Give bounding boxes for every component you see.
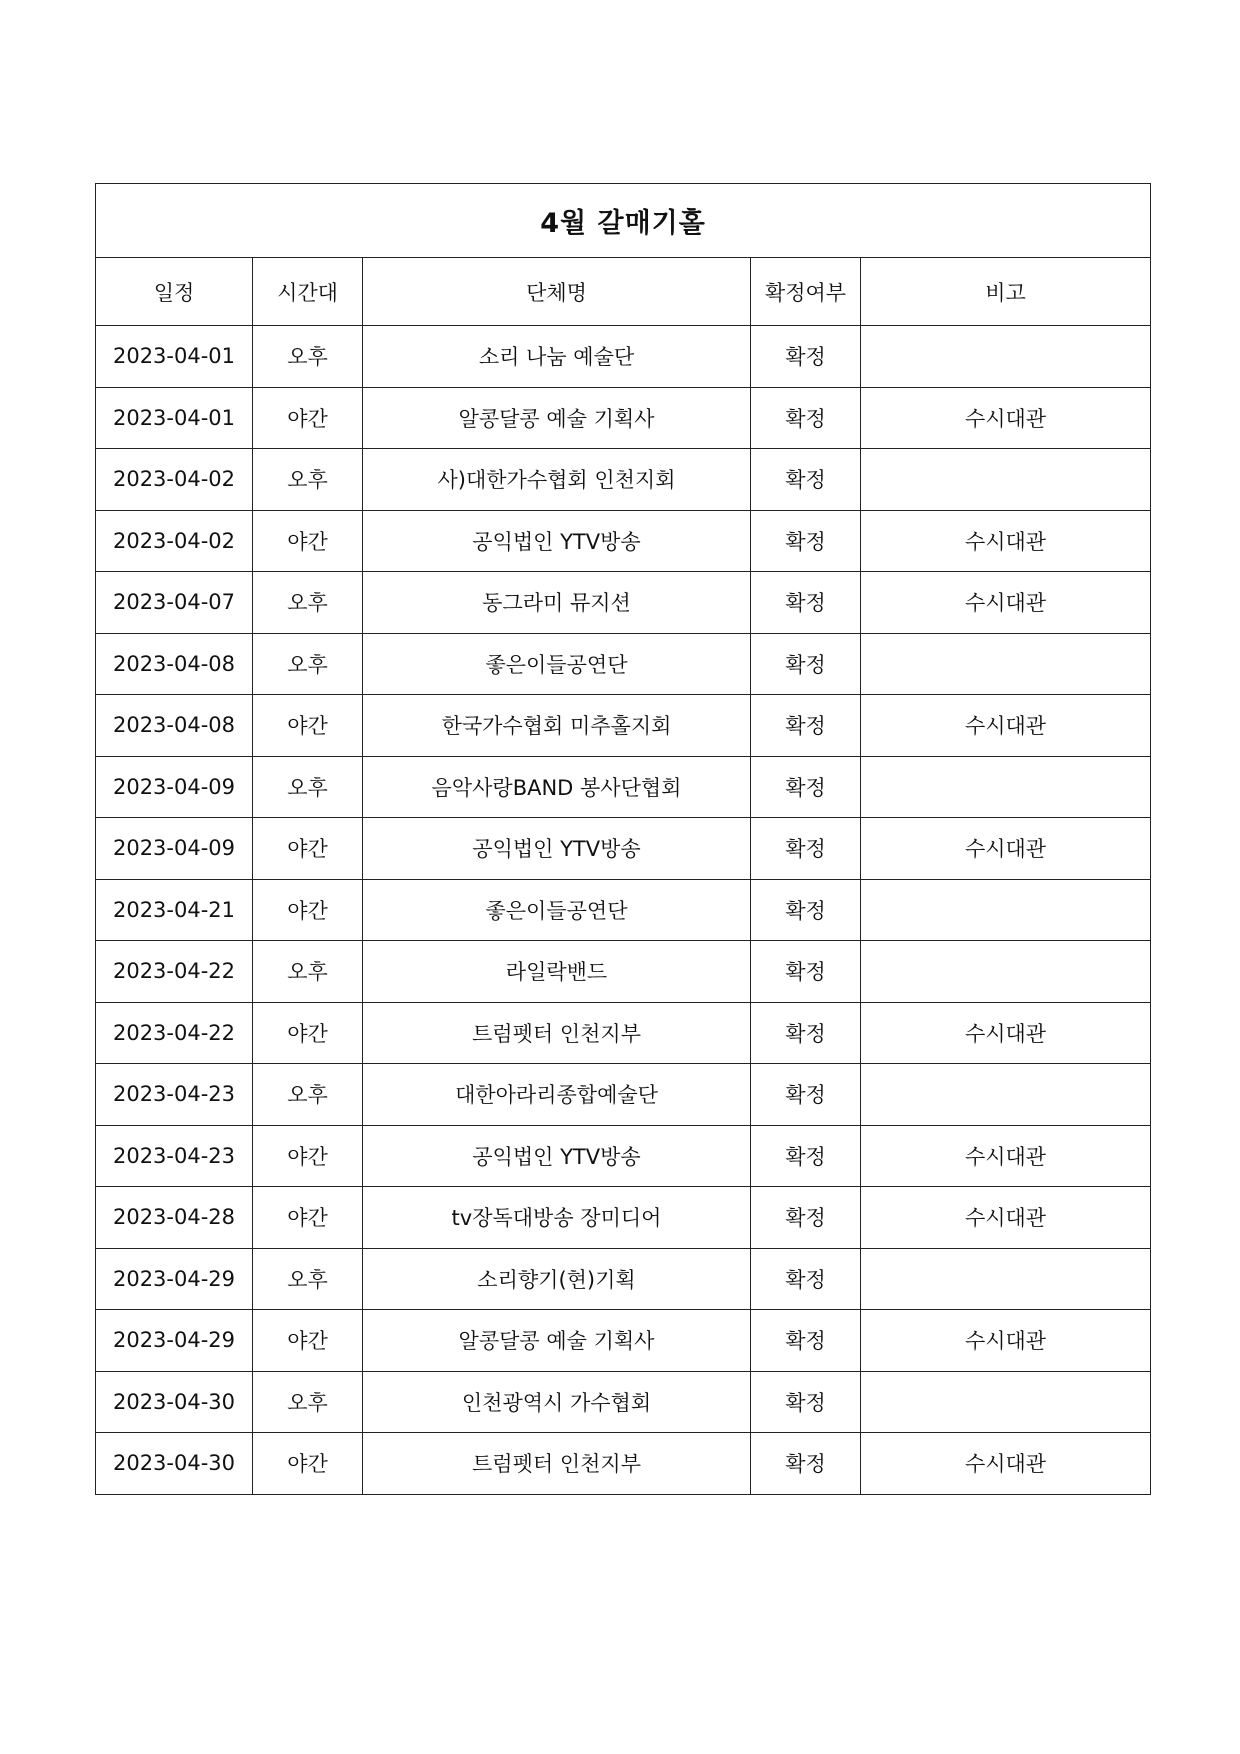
cell-time: 야간	[253, 510, 363, 572]
cell-note: 수시대관	[861, 695, 1151, 757]
cell-time: 오후	[253, 449, 363, 511]
cell-note	[861, 1371, 1151, 1433]
cell-note	[861, 326, 1151, 388]
cell-org: 알콩달콩 예술 기획사	[363, 387, 751, 449]
cell-note	[861, 449, 1151, 511]
cell-confirmed: 확정	[751, 756, 861, 818]
cell-date: 2023-04-23	[96, 1064, 253, 1126]
cell-time: 야간	[253, 1002, 363, 1064]
header-date: 일정	[96, 258, 253, 326]
cell-note	[861, 941, 1151, 1003]
table-row	[96, 879, 1151, 941]
cell-time: 오후	[253, 1371, 363, 1433]
cell-time: 야간	[253, 879, 363, 941]
table-row	[96, 941, 1151, 1003]
cell-date: 2023-04-09	[96, 756, 253, 818]
cell-confirmed: 확정	[751, 572, 861, 634]
cell-note: 수시대관	[861, 387, 1151, 449]
cell-note: 수시대관	[861, 818, 1151, 880]
table-row	[96, 449, 1151, 511]
cell-note: 수시대관	[861, 510, 1151, 572]
cell-org: 공익법인 YTV방송	[363, 1125, 751, 1187]
cell-date: 2023-04-23	[96, 1125, 253, 1187]
cell-date: 2023-04-30	[96, 1371, 253, 1433]
cell-note	[861, 633, 1151, 695]
cell-confirmed: 확정	[751, 1002, 861, 1064]
header-confirmed: 확정여부	[751, 258, 861, 326]
table-row	[96, 756, 1151, 818]
cell-confirmed: 확정	[751, 510, 861, 572]
cell-org: 대한아라리종합예술단	[363, 1064, 751, 1126]
cell-time: 오후	[253, 326, 363, 388]
cell-org: 트럼펫터 인천지부	[363, 1433, 751, 1495]
cell-date: 2023-04-02	[96, 510, 253, 572]
cell-time: 오후	[253, 1064, 363, 1126]
cell-time: 야간	[253, 1433, 363, 1495]
cell-confirmed: 확정	[751, 387, 861, 449]
cell-date: 2023-04-22	[96, 1002, 253, 1064]
cell-time: 야간	[253, 387, 363, 449]
cell-date: 2023-04-21	[96, 879, 253, 941]
cell-date: 2023-04-29	[96, 1248, 253, 1310]
cell-time: 야간	[253, 818, 363, 880]
header-row	[96, 258, 1151, 326]
table-row	[96, 1433, 1151, 1495]
cell-note	[861, 1248, 1151, 1310]
schedule-table	[95, 183, 1151, 1495]
table-row	[96, 1064, 1151, 1126]
cell-org: 좋은이들공연단	[363, 633, 751, 695]
cell-confirmed: 확정	[751, 633, 861, 695]
cell-org: 알콩달콩 예술 기획사	[363, 1310, 751, 1372]
cell-note	[861, 1064, 1151, 1126]
cell-note: 수시대관	[861, 1002, 1151, 1064]
cell-confirmed: 확정	[751, 1248, 861, 1310]
cell-org: 동그라미 뮤지션	[363, 572, 751, 634]
cell-date: 2023-04-01	[96, 326, 253, 388]
cell-time: 오후	[253, 756, 363, 818]
cell-confirmed: 확정	[751, 449, 861, 511]
table-body	[96, 326, 1151, 1495]
cell-date: 2023-04-02	[96, 449, 253, 511]
cell-confirmed: 확정	[751, 818, 861, 880]
cell-note	[861, 879, 1151, 941]
cell-confirmed: 확정	[751, 1310, 861, 1372]
cell-org: 소리 나눔 예술단	[363, 326, 751, 388]
cell-time: 오후	[253, 1248, 363, 1310]
cell-time: 야간	[253, 1310, 363, 1372]
cell-note: 수시대관	[861, 1433, 1151, 1495]
table-row	[96, 510, 1151, 572]
cell-confirmed: 확정	[751, 941, 861, 1003]
cell-confirmed: 확정	[751, 695, 861, 757]
cell-date: 2023-04-22	[96, 941, 253, 1003]
table-row	[96, 572, 1151, 634]
cell-confirmed: 확정	[751, 879, 861, 941]
table-title: 4월 갈매기홀	[96, 184, 1151, 258]
cell-org: 소리향기(현)기획	[363, 1248, 751, 1310]
cell-note: 수시대관	[861, 1187, 1151, 1249]
cell-date: 2023-04-09	[96, 818, 253, 880]
cell-org: 음악사랑BAND 봉사단협회	[363, 756, 751, 818]
cell-org: 공익법인 YTV방송	[363, 510, 751, 572]
cell-time: 오후	[253, 633, 363, 695]
cell-org: 공익법인 YTV방송	[363, 818, 751, 880]
cell-date: 2023-04-28	[96, 1187, 253, 1249]
cell-confirmed: 확정	[751, 1187, 861, 1249]
cell-note: 수시대관	[861, 1125, 1151, 1187]
title-row	[96, 184, 1151, 258]
cell-org: 좋은이들공연단	[363, 879, 751, 941]
cell-date: 2023-04-08	[96, 633, 253, 695]
cell-date: 2023-04-30	[96, 1433, 253, 1495]
cell-time: 야간	[253, 1187, 363, 1249]
cell-confirmed: 확정	[751, 1064, 861, 1126]
cell-org: 한국가수협회 미추홀지회	[363, 695, 751, 757]
cell-time: 오후	[253, 941, 363, 1003]
table-row	[96, 818, 1151, 880]
table-row	[96, 387, 1151, 449]
table-row	[96, 1187, 1151, 1249]
cell-org: 트럼펫터 인천지부	[363, 1002, 751, 1064]
cell-date: 2023-04-08	[96, 695, 253, 757]
cell-note: 수시대관	[861, 572, 1151, 634]
cell-confirmed: 확정	[751, 326, 861, 388]
table-row	[96, 1002, 1151, 1064]
cell-time: 야간	[253, 695, 363, 757]
cell-confirmed: 확정	[751, 1125, 861, 1187]
cell-org: tv장독대방송 장미디어	[363, 1187, 751, 1249]
cell-confirmed: 확정	[751, 1371, 861, 1433]
cell-time: 오후	[253, 572, 363, 634]
cell-date: 2023-04-01	[96, 387, 253, 449]
table-row	[96, 695, 1151, 757]
cell-date: 2023-04-29	[96, 1310, 253, 1372]
table-row	[96, 1310, 1151, 1372]
cell-date: 2023-04-07	[96, 572, 253, 634]
cell-org: 인천광역시 가수협회	[363, 1371, 751, 1433]
table-row	[96, 1125, 1151, 1187]
cell-confirmed: 확정	[751, 1433, 861, 1495]
cell-time: 야간	[253, 1125, 363, 1187]
table-row	[96, 326, 1151, 388]
table-row	[96, 633, 1151, 695]
table-row	[96, 1248, 1151, 1310]
header-org: 단체명	[363, 258, 751, 326]
header-time: 시간대	[253, 258, 363, 326]
cell-note: 수시대관	[861, 1310, 1151, 1372]
table-row	[96, 1371, 1151, 1433]
cell-note	[861, 756, 1151, 818]
cell-org: 사)대한가수협회 인천지회	[363, 449, 751, 511]
cell-org: 라일락밴드	[363, 941, 751, 1003]
header-note: 비고	[861, 258, 1151, 326]
